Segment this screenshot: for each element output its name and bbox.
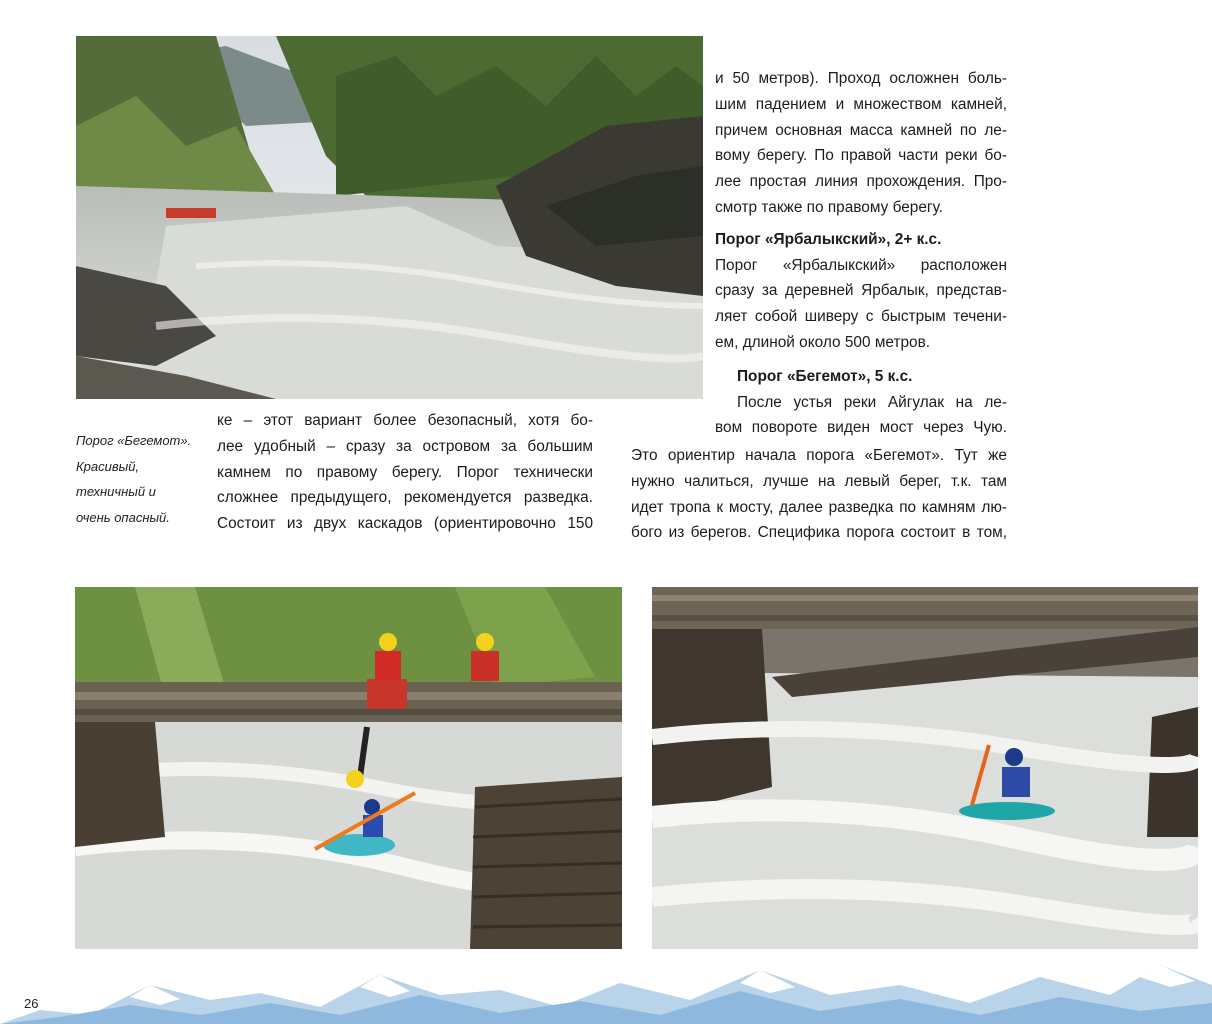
text-line: Это ориентир начала порога «Бегемот». Тут же bbox=[631, 447, 1007, 464]
section-heading-begemot: Порог «Бегемот», 5 к.с. bbox=[737, 367, 913, 385]
river-forest-photo bbox=[76, 36, 703, 399]
text-line: ке – этот вариант более безопасный, хотя бо- bbox=[217, 412, 593, 429]
text-line: вому берегу. По правой части реки бо- bbox=[715, 147, 1007, 165]
left-column-text bbox=[217, 408, 593, 537]
photo-caption bbox=[76, 428, 206, 530]
text-line: бого из берегов. Специфика порога состоит в том, bbox=[631, 524, 1007, 542]
text-line: Порог «Ярбалыкский» расположен bbox=[715, 256, 1007, 274]
kayaker-whitewater-photo bbox=[652, 587, 1198, 949]
text-line: лее простая линия прохождения. Про- bbox=[715, 173, 1007, 191]
text-line: камнем по правому берегу. Порог технически bbox=[217, 463, 593, 481]
wide-text-block bbox=[631, 443, 1007, 546]
text-line: лее удобный – сразу за островом за большим bbox=[217, 437, 593, 455]
mountains-decoration bbox=[0, 955, 1212, 1024]
text-line: нужно чалиться, лучше на левый берег, т.к. там bbox=[631, 472, 1007, 490]
text-line: После устья реки Айгулак на ле- bbox=[737, 393, 1007, 411]
caption-line: Порог «Бегемот». bbox=[76, 433, 192, 448]
caption-line: техничный и bbox=[76, 484, 156, 499]
text-line: шим падением и множеством камней, bbox=[715, 95, 1007, 113]
text-line: сразу за деревней Ярбалык, представ- bbox=[715, 282, 1007, 300]
text-line: вом повороте виден мост через Чую. bbox=[715, 419, 1007, 437]
text-line: и 50 метров). Проход осложнен боль- bbox=[715, 70, 1007, 87]
text-line: причем основная масса камней по ле- bbox=[715, 121, 1007, 139]
text-line: смотр также по правому берегу. bbox=[715, 198, 943, 216]
text-line: сложнее предыдущего, рекомендуется разведка. bbox=[217, 489, 593, 507]
text-line: ем, длиной около 500 метров. bbox=[715, 333, 931, 351]
page-number: 26 bbox=[24, 996, 39, 1011]
text-line: Состоит из двух каскадов (ориентировочно 150 bbox=[217, 515, 593, 533]
right-column-text bbox=[715, 66, 1007, 441]
kayaker-under-bridge-photo bbox=[75, 587, 622, 949]
text-line: идет тропа к мосту, далее разведка по камням лю- bbox=[631, 498, 1007, 516]
text-line: ляет собой шиверу с быстрым течени- bbox=[715, 308, 1007, 326]
caption-line: Красивый, bbox=[76, 458, 140, 474]
caption-line: очень опасный. bbox=[76, 509, 170, 525]
section-heading-yarbalyk: Порог «Ярбалыкский», 2+ к.с. bbox=[715, 230, 942, 248]
